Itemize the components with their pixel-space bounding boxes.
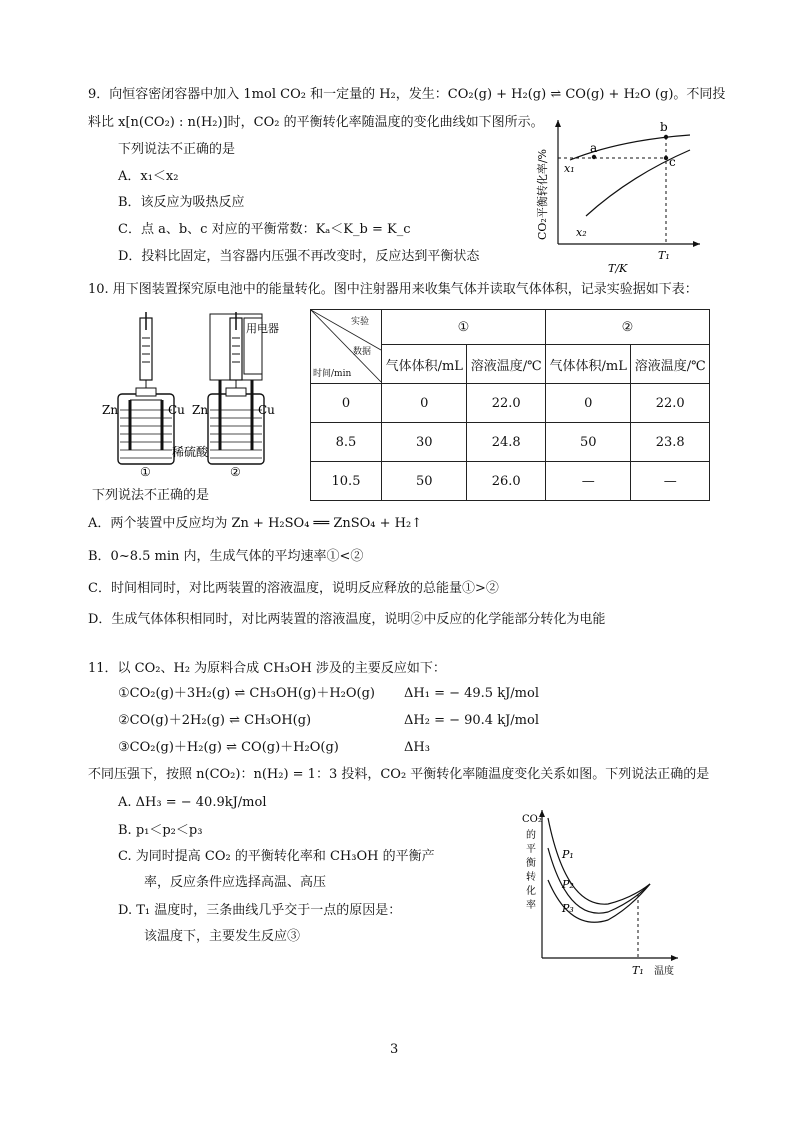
q11-label-p2: P₂ [562,878,574,891]
q10-data-table [310,309,710,501]
q9-conversion-figure [530,116,710,276]
table-header-exp2: ② [545,310,709,345]
q9-label-b: b [660,120,668,134]
q11-option-d-line1: D. T₁ 温度时，三条曲线几乎交于一点的原因是： [118,903,402,918]
table-cell: — [631,462,710,501]
page-number: 3 [390,1042,399,1057]
device-label: 用电器 [246,322,279,335]
q9-ylabel: CO₂平衡转化率/% [536,148,549,240]
beaker-2 [208,394,264,464]
table-cell: 24.8 [467,423,546,462]
q11-curve-p1 [548,818,650,904]
cu-label-1: Cu [168,403,185,417]
table-subheader: 气体体积/mL [545,345,630,384]
apparatus-1 [118,312,174,464]
q9-stem-line1: 9．向恒容密闭容器中加入 1mol CO₂ 和一定量的 H₂，发生：CO₂(g) + H₂(g) ⇌ CO(g) + H₂O (g)。不同投 [88,87,726,102]
q11-option-c-line1: C. 为同时提高 CO₂ 的平衡转化率和 CH₃OH 的平衡产 [118,849,435,864]
table-cell: 22.0 [467,384,546,423]
q11-enthalpy-1: ΔH₁ = − 49.5 kJ/mol [404,686,539,701]
q9-label-x1: x₁ [564,162,575,175]
table-cell: — [545,462,630,501]
q11-tick-t1: T₁ [632,964,644,977]
q10-option-c: C．时间相同时，对比两装置的溶液温度，说明反应释放的总能量①>② [88,581,499,596]
q11-reaction-3: ③CO₂(g)＋H₂(g) ⇌ CO(g)＋H₂O(g) [118,740,339,755]
q9-point-b [664,135,668,139]
table-cell: 30 [382,423,467,462]
q11-xlabel: 温度 [654,966,674,977]
svg-text:化: 化 [526,886,536,897]
table-cell: 26.0 [467,462,546,501]
q10-option-b: B．0~8.5 min 内，生成气体的平均速率①<② [88,549,364,564]
table-cell: 0 [382,384,467,423]
table-header-exp1: ① [382,310,546,345]
table-cell: 23.8 [631,423,710,462]
acid-label: 稀硫酸 [172,445,209,459]
corner-label-time: 时间/min [313,369,352,379]
q11-conversion-figure [508,808,688,980]
q9-label-c: c [669,155,676,169]
q11-option-a: A. ΔH₃ = − 40.9kJ/mol [118,795,267,810]
q9-tick-t1: T₁ [658,249,670,262]
svg-text:衡: 衡 [526,858,536,869]
q11-enthalpy-2: ΔH₂ = − 90.4 kJ/mol [404,713,539,728]
table-row [311,384,710,423]
cu-label-2: Cu [258,403,275,417]
table-corner-cell [311,310,382,384]
q9-point-c [664,156,668,160]
table-row [311,462,710,501]
q11-reaction-2: ②CO(g)＋2H₂(g) ⇌ CH₃OH(g) [118,713,312,728]
q11-stem-line2: 不同压强下，按照 n(CO₂)：n(H₂) = 1：3 投料，CO₂ 平衡转化率随温度变化关系如图。下列说法正确的是 [88,767,710,782]
apparatus-label-1: ① [140,465,151,479]
q11-label-p1: P₁ [562,848,574,861]
table-subheader: 溶液温度/℃ [631,345,710,384]
table-subheader: 溶液温度/℃ [467,345,546,384]
q10-apparatus-figure [100,310,280,480]
q9-point-a [592,155,596,159]
q9-option-c: C．点 a、b、c 对应的平衡常数：Kₐ＜K_b = K_c [118,222,411,237]
q9-label-a: a [590,141,598,155]
q11-enthalpy-3: ΔH₃ [404,740,430,755]
beaker-1 [118,394,174,464]
table-cell: 50 [545,423,630,462]
q10-stem: 10. 用下图装置探究原电池中的能量转化。图中注射器用来收集气体并读取气体体积，记录实验据如下表： [88,282,698,297]
table-cell: 0 [545,384,630,423]
table-cell: 10.5 [311,462,382,501]
q11-reaction-1: ①CO₂(g)＋3H₂(g) ⇌ CH₃OH(g)＋H₂O(g) [118,686,376,701]
q11-ylabel [522,814,542,911]
q11-option-d-line2: 该温度下，主要发生反应③ [144,929,301,944]
q11-x-arrow [671,955,678,961]
q9-option-b: B．该反应为吸热反应 [118,195,245,210]
table-row [311,423,710,462]
q11-stem: 11．以 CO₂、H₂ 为原料合成 CH₃OH 涉及的主要反应如下： [88,661,446,676]
table-cell: 50 [382,462,467,501]
q9-x-arrow [693,241,700,247]
apparatus-label-2: ② [230,465,241,479]
table-header-row-1 [311,310,710,345]
q9-y-arrow [555,120,561,127]
corner-label-data: 数据 [353,347,372,357]
q9-option-a: A．x₁＜x₂ [118,169,179,184]
q9-option-d: D．投料比固定，当容器内压强不再改变时，反应达到平衡状态 [118,249,480,264]
q10-option-a: A．两个装置中反应均为 Zn + H₂SO₄ ══ ZnSO₄ + H₂↑ [88,516,423,531]
svg-text:平: 平 [526,844,536,855]
table-subheader: 气体体积/mL [382,345,467,384]
table-cell: 22.0 [631,384,710,423]
q9-xlabel: T/K [608,262,628,275]
table-cell: 0 [311,384,382,423]
q9-stem-line2: 料比 x[n(CO₂) : n(H₂)]时，CO₂ 的平衡转化率随温度的变化曲线如下图所示。 [88,115,544,130]
svg-text:CO₂: CO₂ [522,814,542,825]
q9-prompt: 下列说法不正确的是 [118,142,236,157]
q9-label-x2: x₂ [576,226,587,239]
svg-text:率: 率 [526,900,536,911]
svg-text:的: 的 [526,830,536,841]
zn-label-1: Zn [102,403,119,417]
q11-label-p3: P₃ [562,902,574,915]
q11-option-c-line2: 率，反应条件应选择高温、高压 [144,875,327,890]
q10-option-d: D．生成气体体积相同时，对比两装置的溶液温度，说明②中反应的化学能部分转化为电能 [88,612,606,627]
corner-label-experiment: 实验 [351,317,370,327]
zn-label-2: Zn [192,403,209,417]
table-cell: 8.5 [311,423,382,462]
q10-prompt: 下列说法不正确的是 [92,488,210,503]
svg-text:转: 转 [526,872,536,883]
q11-option-b: B. p₁＜p₂＜p₃ [118,823,203,838]
